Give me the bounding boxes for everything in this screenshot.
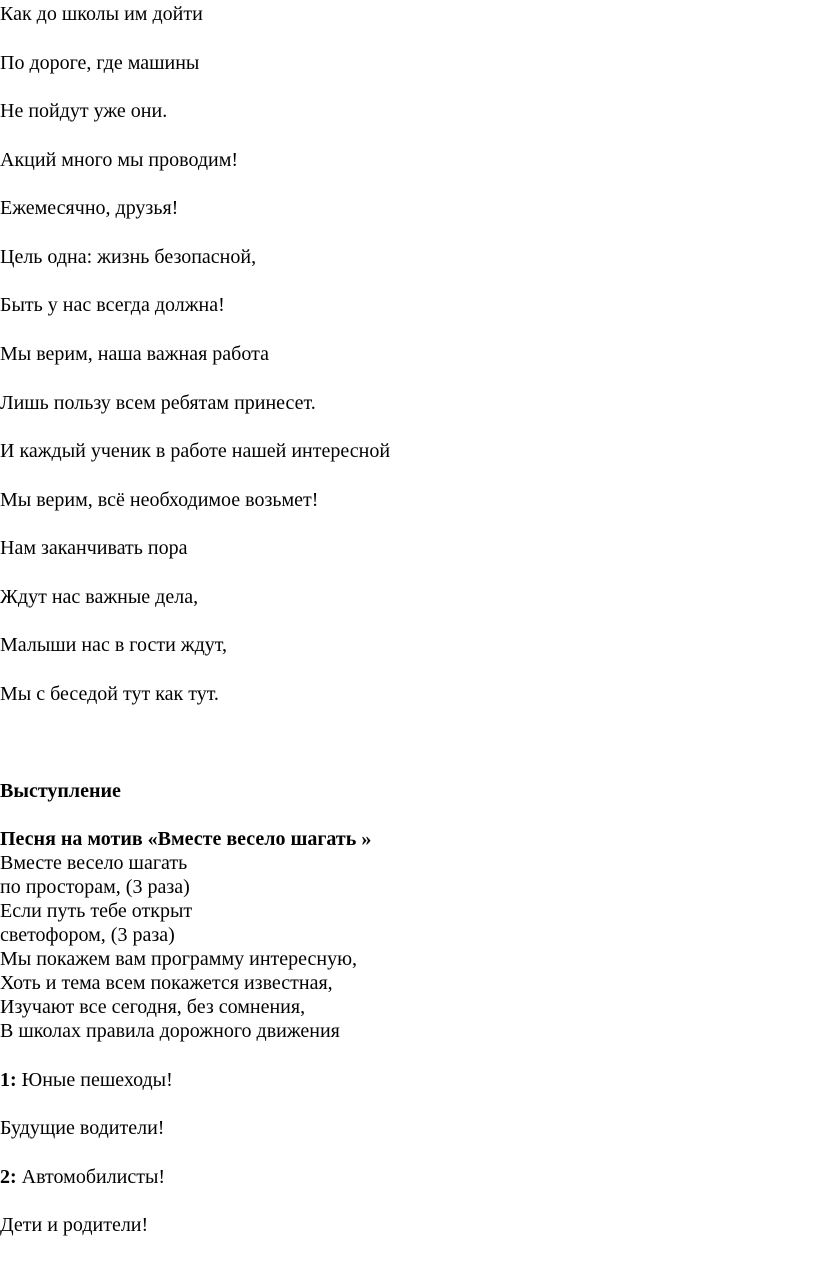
poem-line: Не пойдут уже они. — [0, 100, 168, 122]
dialogue-text: Юные пешеходы! — [16, 1069, 173, 1091]
dialogue-line — [0, 1165, 165, 1189]
poem-line: Ждут нас важные дела, — [0, 586, 199, 608]
poem-line: Цель одна: жизнь безопасной, — [0, 246, 257, 268]
poem-line: Малыши нас в гости ждут, — [0, 634, 228, 656]
song-line: Изучают все сегодня, без сомнения, — [0, 996, 306, 1018]
poem-line: И каждый ученик в работе нашей интересной — [0, 440, 391, 462]
poem-line: Мы верим, наша важная работа — [0, 343, 269, 365]
speaker-label: 2: — [0, 1166, 17, 1188]
poem-line: Нам заканчивать пора — [0, 537, 188, 559]
poem-line: Мы верим, всё необходимое возьмет! — [0, 489, 319, 511]
dialogue-line — [0, 1116, 164, 1140]
poem-line: Акций много мы проводим! — [0, 149, 239, 171]
poem-line: Ежемесячно, друзья! — [0, 197, 179, 219]
poem-line: Лишь пользу всем ребятам принесет. — [0, 392, 316, 414]
song-heading: Песня на мотив «Вместе весело шагать » — [0, 828, 372, 850]
song-line: Мы покажем вам программу интересную, — [0, 948, 358, 970]
song-line: по просторам, (3 раза) — [0, 876, 190, 898]
section-heading: Выступление — [0, 780, 121, 802]
song-line: Хоть и тема всем покажется известная, — [0, 972, 333, 994]
poem-line: Мы с беседой тут как тут. — [0, 683, 219, 705]
song-line: Вместе весело шагать — [0, 852, 188, 874]
poem-line: Быть у нас всегда должна! — [0, 294, 225, 316]
dialogue-line — [0, 1068, 173, 1092]
speaker-label: 1: — [0, 1069, 17, 1091]
song-line: В школах правила дорожного движения — [0, 1020, 340, 1042]
song-line: светофором, (3 раза) — [0, 924, 175, 946]
dialogue-text: Дети и родители! — [0, 1214, 149, 1236]
song-line: Если путь тебе открыт — [0, 900, 193, 922]
poem-line: По дороге, где машины — [0, 52, 200, 74]
dialogue-line — [0, 1213, 148, 1237]
dialogue-text: Автомобилисты! — [16, 1166, 166, 1188]
dialogue-text: Будущие водители! — [0, 1117, 165, 1139]
poem-line: Как до школы им дойти — [0, 3, 203, 25]
